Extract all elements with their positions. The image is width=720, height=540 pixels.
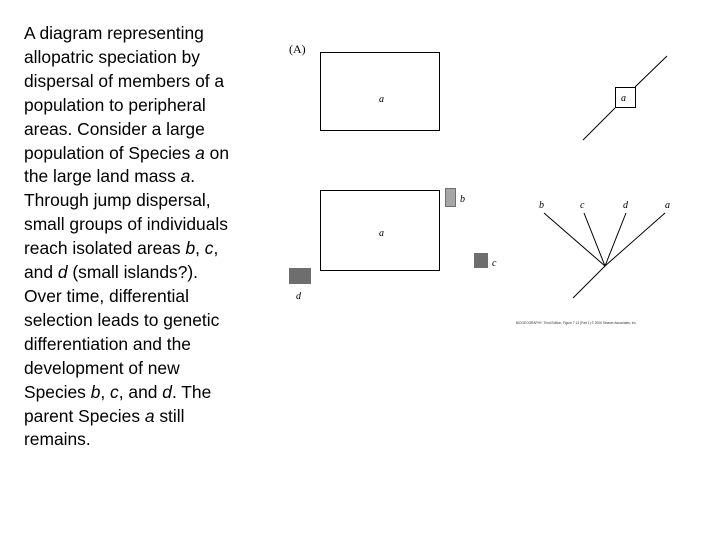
desc-line: Over time, differential (24, 285, 189, 306)
island-b (446, 189, 456, 207)
land-mass-a-bottom-label: a (379, 228, 384, 239)
desc-line: reach isolated areas b, c, (24, 238, 219, 259)
desc-line: parent Species a still (24, 405, 185, 426)
desc-line: selection leads to genetic (24, 309, 220, 330)
island-b-label: b (460, 194, 465, 205)
desc-line: Through jump dispersal, (24, 190, 211, 211)
island-d (289, 268, 311, 284)
tree-label-d: d (623, 200, 628, 211)
island-c (474, 253, 488, 268)
tree-branch-c (584, 213, 605, 266)
tree-trunk (573, 266, 605, 298)
desc-line: allopatric speciation by (24, 46, 200, 67)
desc-line: areas. Consider a large (24, 118, 205, 139)
desc-line: A diagram representing (24, 23, 204, 43)
land-mass-a-label: a (379, 94, 384, 105)
tree-label-a: a (665, 200, 670, 211)
desc-line: population of Species a on (24, 142, 229, 163)
island-c-label: c (492, 258, 497, 269)
lineage-line-upper (635, 56, 667, 87)
island-d-label: d (296, 291, 301, 302)
desc-line: dispersal of members of a (24, 70, 225, 91)
land-mass-a-top (321, 53, 440, 131)
panel-label: (A) (289, 42, 306, 56)
tree-branch-d (605, 213, 626, 266)
figure-credit: BIOGEOGRAPHY, Third Edition, Figure 7.13 (Part 1) © 2006 Sinauer Associates, Inc. (516, 321, 637, 325)
tree-branch-b (544, 213, 605, 266)
desc-line: and d (small islands?). (24, 262, 198, 283)
desc-line: differentiation and the (24, 333, 191, 354)
desc-line: small groups of individuals (24, 214, 228, 235)
tree-branch-a (605, 213, 665, 266)
phylogeny-tree (544, 213, 665, 298)
desc-line: remains. (24, 429, 91, 450)
tree-label-c: c (580, 200, 585, 211)
desc-line: population to peripheral (24, 94, 206, 115)
desc-line: Species b, c, and d. The (24, 381, 212, 402)
lineage-line-lower (583, 108, 615, 140)
desc-line: development of new (24, 357, 180, 378)
desc-line: the large land mass a. (24, 166, 196, 187)
tree-label-b: b (539, 200, 544, 211)
lineage-box-label: a (621, 93, 626, 104)
